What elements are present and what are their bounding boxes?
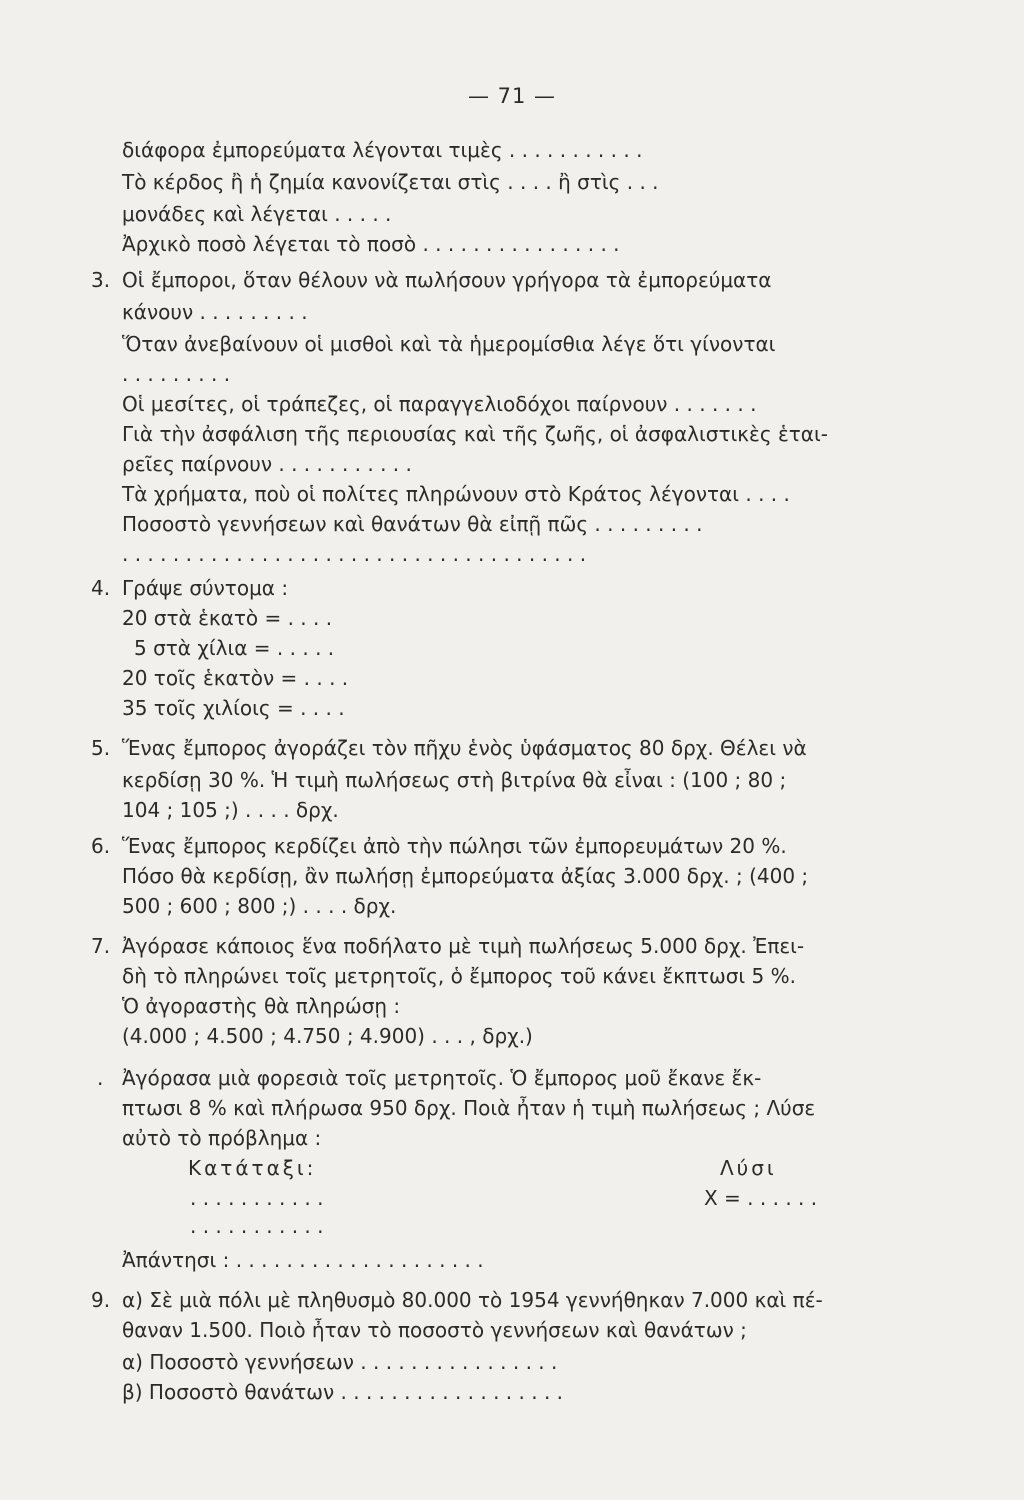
text-line: Ἕνας ἔμπορος ἀγοράζει τὸν πῆχυ ἑνὸς ὑφάσματος 80 δρχ. Θέλει νὰ [122,736,807,760]
item-number: 6. [91,834,111,858]
text-line: 500 ; 600 ; 800 ;) . . . . δρχ. [122,894,397,918]
text-line: Χ = . . . . . . [704,1186,818,1210]
text-line: . . . . . . . . . . . . . . . . . . . . . . . . . . . . . . . . . . . . . [122,542,587,566]
item-number: 5. [91,736,111,760]
text-line: Ἕνας ἔμπορος κερδίζει ἀπὸ τὴν πώλησι τῶν ἐμπορευμάτων 20 %. [122,834,787,858]
item-number: 7. [91,934,111,958]
text-line: αὐτὸ τὸ πρόβλημα : [122,1126,322,1150]
text-line: πτωσι 8 % καὶ πλήρωσα 950 δρχ. Ποιὰ ἦταν ἡ τιμὴ πωλήσεως ; Λύσε [122,1096,816,1120]
text-line: Λύσι [720,1156,777,1180]
item-number: 4. [91,576,111,600]
text-line: ρεῖες παίρνουν . . . . . . . . . . . [122,452,412,476]
text-line: 5 στὰ χίλια = . . . . . [134,636,335,660]
item-number: 9. [91,1288,111,1312]
text-line: . . . . . . . . . . . [190,1186,324,1210]
text-line: κερδίσῃ 30 %. Ἡ τιμὴ πωλήσεως στὴ βιτρίνα θὰ εἶναι : (100 ; 80 ; [122,768,787,792]
item-number: 3. [91,268,111,292]
text-line: β) Ποσοστὸ θανάτων . . . . . . . . . . . . . . . . . . [122,1380,564,1404]
text-line: Ἀπάντησι : . . . . . . . . . . . . . . . . . . . . [122,1248,484,1272]
text-line: Ἀγόρασα μιὰ φορεσιὰ τοῖς μετρητοῖς. Ὁ ἔμπορος μοῦ ἔκανε ἔκ- [122,1066,762,1090]
text-line: Οἱ ἔμποροι, ὅταν θέλουν νὰ πωλήσουν γρήγορα τὰ ἐμπορεύματα [122,268,772,292]
text-line: Ποσοστὸ γεννήσεων καὶ θανάτων θὰ εἰπῇ πῶς . . . . . . . . . [122,512,703,536]
text-line: μονάδες καὶ λέγεται . . . . . [122,202,392,226]
text-line: Γιὰ τὴν ἀσφάλιση τῆς περιουσίας καὶ τῆς ζωῆς, οἱ ἀσφαλιστικὲς ἑται- [122,422,828,446]
text-line: διάφορα ἐμπορεύματα λέγονται τιμὲς . . . . . . . . . . . [122,138,643,162]
text-line: Ἀρχικὸ ποσὸ λέγεται τὸ ποσὸ . . . . . . . . . . . . . . . . [122,232,620,256]
text-line: Ὅταν ἀνεβαίνουν οἱ μισθοὶ καὶ τὰ ἡμερομίσθια λέγε ὅτι γίνονται [122,332,776,356]
text-line: 35 τοῖς χιλίοις = . . . . [122,696,345,720]
text-line: Κατάταξι: [188,1156,317,1180]
text-line: Οἱ μεσίτες, οἱ τράπεζες, οἱ παραγγελιοδόχοι παίρνουν . . . . . . . [122,392,757,416]
text-line: θαναν 1.500. Ποιὸ ἦταν τὸ ποσοστὸ γεννήσεων καὶ θανάτων ; [122,1318,747,1342]
text-line: Ὁ ἀγοραστὴς θὰ πληρώσῃ : [122,994,401,1018]
text-line: Τὸ κέρδος ἢ ἡ ζημία κανονίζεται στὶς . . . . ἢ στὶς . . . [122,170,659,194]
text-line: . . . . . . . . . [122,362,231,386]
text-line: α) Ποσοστὸ γεννήσεων . . . . . . . . . . . . . . . . [122,1350,558,1374]
page-number: — 71 — [467,84,557,108]
item-number: . [97,1066,104,1090]
text-line: α) Σὲ μιὰ πόλι μὲ πληθυσμὸ 80.000 τὸ 1954 γεννήθηκαν 7.000 καὶ πέ- [122,1288,823,1312]
text-line: κάνουν . . . . . . . . . [122,300,308,324]
text-line: . . . . . . . . . . . [190,1214,324,1238]
text-line: 20 τοῖς ἑκατὸν = . . . . [122,666,349,690]
text-line: Ἀγόρασε κάποιος ἕνα ποδήλατο μὲ τιμὴ πωλήσεως 5.000 δρχ. Ἐπει- [122,934,805,958]
text-line: δὴ τὸ πληρώνει τοῖς μετρητοῖς, ὁ ἔμπορος τοῦ κάνει ἔκπτωσι 5 %. [122,964,796,988]
text-line: Τὰ χρήματα, ποὺ οἱ πολίτες πληρώνουν στὸ Κράτος λέγονται . . . . [122,482,790,506]
text-line: 104 ; 105 ;) . . . . δρχ. [122,798,339,822]
text-line: 20 στὰ ἑκατὸ = . . . . [122,606,333,630]
text-line: Πόσο θὰ κερδίσῃ, ἂν πωλήσῃ ἐμπορεύματα ἀξίας 3.000 δρχ. ; (400 ; [122,864,809,888]
text-line: Γράψε σύντομα : [122,576,289,600]
text-line: (4.000 ; 4.500 ; 4.750 ; 4.900) . . . , δρχ.) [122,1024,533,1048]
